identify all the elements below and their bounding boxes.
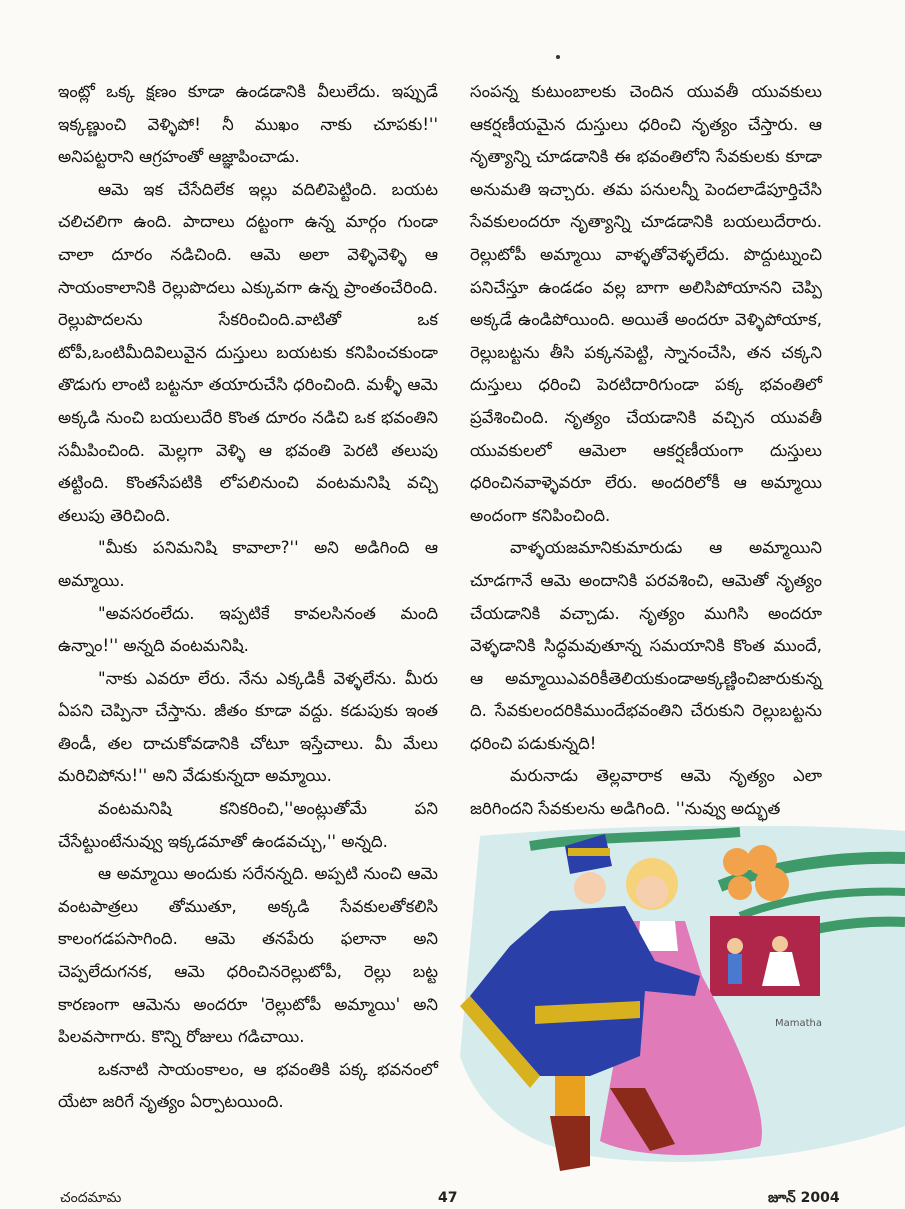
paragraph: "మీకు పనిమనిషి కావాలా?'' అని అడిగింది ఆ అమ్మాయి. [58, 538, 438, 590]
page-number: 47 [438, 1190, 458, 1206]
paragraph: ఇంట్లో ఒక్క క్షణం కూడా ఉండడానికి వీలులేదు. ఇప్పుడే ఇక్కణ్ణుంచి వెళ్ళిపో! నీ ముఖం నాకు చూపకు!'' అనిపట్టరాని ఆగ్రహంతో ఆజ్ఞాపించాడు. [58, 82, 438, 167]
dancing-couple-illustration [440, 826, 905, 1186]
bg-dancer [728, 954, 742, 984]
bg-dancer [772, 936, 788, 952]
left-column [58, 76, 438, 1119]
paragraph: వాళ్ళయజమానికుమారుడు ఆ అమ్మాయిని చూడగానే ఆమె అందానికి పరవశించి, ఆమెతో నృత్యం చేయడానికి వచ్చాడు. నృత్యం ముగిసి అందరూ వెళ్ళడానికి సిద్ధమవుతూన్న సమయానికి కొంత ముందే, ఆ అమ్మాయిఎవరికీతెలియకుండాఅక్కణ్ణించిజారుకున్న ది. సేవకులందరికిముందేభవంతిని చేరుకుని రెల్లుబట్టను ధరించి పడుకున్నది! [470, 538, 822, 753]
issue-date: జూన్ 2004 [768, 1190, 840, 1206]
paragraph: "నాకు ఎవరూ లేరు. నేను ఎక్కడికీ వెళ్ళలేను. మీరు ఏపని చెప్పినా చేస్తాను. జీతం కూడా వద్దు. కడుపుకు ఇంత తిండీ, తల దాచుకోవడానికి చోటూ ఇస్తేచాలు. మీ మేలు మరిచిపోను!'' అని వేడుకున్నదా అమ్మాయి. [58, 668, 438, 786]
paragraph: "అవసరంలేదు. ఇప్పటికే కావలసినంత మంది ఉన్నాం!'' అన్నది వంటమనిషి. [58, 603, 438, 656]
right-column [470, 76, 822, 826]
paragraph: ఆ అమ్మాయి అందుకు సరేనన్నది. అప్పటి నుంచి ఆమె వంటపాత్రలు తోముతూ, అక్కడి సేవకులతోకలిసి కాలంగడపసాగింది. ఆమె తనపేరు ఫలానా అని చెప్పలేదుగనక, ఆమె ధరించినరెల్లుటోపీ, రెల్లు బట్ట కారణంగా ఆమెను అందరూ 'రెల్లుటోపీ అమ్మాయి' అని పిలవసాగారు. కొన్ని రోజులు గడిచాయి. [58, 864, 438, 1047]
paragraph: మరునాడు తెల్లవారాక ఆమె నృత్యం ఎలా జరిగిందని సేవకులను అడిగింది. ''నువ్వు అద్భుత [470, 766, 822, 819]
magazine-name: చందమామ [60, 1190, 122, 1206]
print-speck [556, 55, 560, 59]
paragraph: ఆమె ఇక చేసేదిలేక ఇల్లు వదిలిపెట్టింది. బయట చలిచలిగా ఉంది. పాదాలు దట్టంగా ఉన్న మార్గం గుండా చాలా దూరం నడిచింది. ఆమె అలా వెళ్ళివెళ్ళి ఆ సాయంకాలానికి రెల్లుపొదలు ఎక్కువగా ఉన్న ప్రాంతంచేరింది. రెల్లుపొదలను సేకరించింది.వాటితో ఒక టోపీ,ఒంటిమీదివిలువైన దుస్తులు బయటకు కనిపించకుండా తొడుగు లాంటి బట్టనూ తయారుచేసి ధరించింది. మళ్ళీ ఆమె అక్కడి నుంచి బయలుదేరి కొంత దూరం నడిచి ఒక భవంతిని సమీపించింది. మెల్లగా వెళ్ళి ఆ భవంతి పెరటి తలుపు తట్టింది. కొంతసేపటికి లోపలినుంచి వంటమనిషి వచ్చి తలుపు తెరిచింది. [58, 179, 438, 525]
paragraph: సంపన్న కుటుంబాలకు చెందిన యువతీ యువకులు ఆకర్షణీయమైన దుస్తులు ధరించి నృత్యం చేస్తారు. ఆ నృత్యాన్ని చూడడానికి ఈ భవంతిలోని సేవకులకు కూడా అనుమతి ఇచ్చారు. తమ పనులన్నీ పెందలాడేపూర్తిచేసి సేవకులందరూ నృత్యాన్ని చూడడానికి బయలుదేరారు. రెల్లుటోపీ అమ్మాయి వాళ్ళతోవెళ్ళలేదు. పొద్దుట్నుంచి పనిచేస్తూ ఉండడం వల్ల బాగా అలిసిపోయానని చెప్పి అక్కడే ఉండిపోయింది. అయితే అందరూ వెళ్ళిపోయాక, రెల్లుబట్టను తీసి పక్కనపెట్టి, స్నానంచేసి, తన చక్కని దుస్తులు ధరించి పెరటిదారిగుండా పక్క భవంతిలో ప్రవేశించింది. నృత్యం చేయడానికి వచ్చిన యువతీ యువకులలో ఆమెలా ఆకర్షణీయంగా దుస్తులు ధరించినవాళ్ళెవరూ లేరు. అందరిలోకీ ఆ అమ్మాయి అందంగా కనిపించింది. [470, 82, 822, 525]
artist-signature: Mamatha [775, 1018, 823, 1029]
paragraph: ఒకనాటి సాయంకాలం, ఆ భవంతికి పక్క భవనంలో యేటా జరిగే నృత్యం ఏర్పాటయింది. [58, 1059, 438, 1112]
paragraph: వంటమనిషి కనికరించి,''అంట్లుతోమే పని చేసేట్టుంటేనువ్వు ఇక్కడమాతో ఉండవచ్చు,'' అన్నది. [58, 799, 438, 851]
bg-dancer [727, 938, 743, 954]
